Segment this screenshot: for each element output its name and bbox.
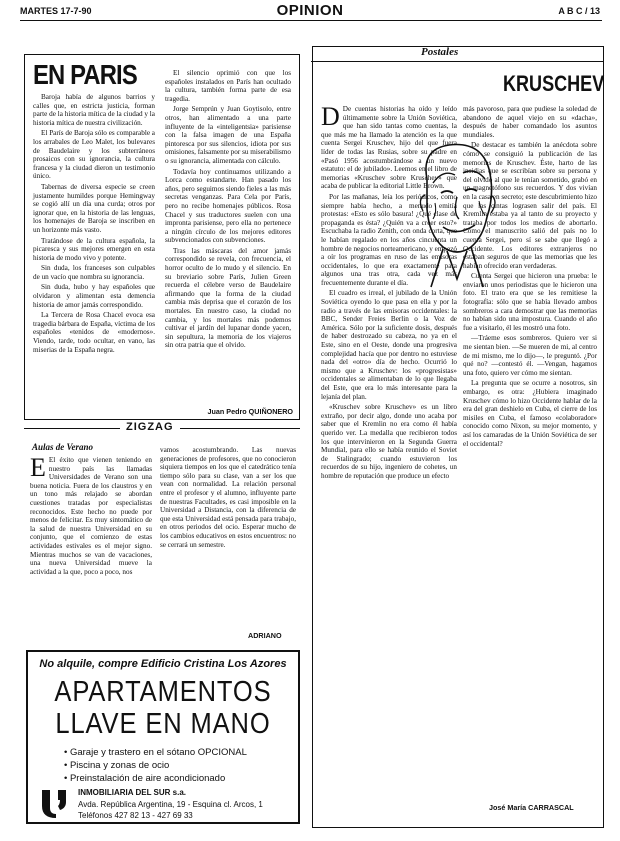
issue-date: MARTES 17-7-90 bbox=[20, 6, 92, 16]
ad-phones: Teléfonos 427 82 13 - 427 69 33 bbox=[78, 811, 193, 820]
ad-feature-text: Garaje y trastero en el sótano OPCIONAL bbox=[69, 747, 247, 758]
drop-cap: E bbox=[30, 456, 46, 482]
paragraph: El cuadro es irreal, el jubilado de la Unión Soviética oyendo lo que pasa en ella y por la radio a través de las emisoras occidentales: la BBC, Sender Freies Berlin o la Voz de América. Sólo por la suficiente dosis, después de haber destrozado su cabeza, no ya en el Este, sino en el Oeste, donde una progresiva complejidad hacía que por dentro no estuviese nada del «otro» día de hecho. Ocurrió lo mismo que a Kruschev: los «progresistas» occidentales se alimentaban de lo que llegaba del Este, que era lo más interesante para la lejanía del plan. bbox=[321, 289, 457, 401]
ad-feature: • Piscina y zonas de ocio bbox=[64, 760, 170, 771]
paragraph bbox=[321, 105, 457, 191]
company-logo-icon bbox=[36, 786, 70, 820]
paragraph-text: De cuentas historias ha oído y leído últimamente sobre la Unión Soviética, que han sido tantas como cuentas, la que más me ha llamado la atención es la que cuenta Sergei Kruschev, hijo del que fuera líder de todas las Rusias, sobre su padre en «Pasó 1956 acostumbrándose a un nuevo estatuto: el de jubilado». Leemos en el libro de memorias «Kruschev sobre Kruschev» que acaba de publicar la editorial Little Brown. bbox=[321, 105, 457, 191]
paragraph bbox=[30, 456, 152, 576]
zigzag-col1 bbox=[30, 456, 152, 640]
paragraph: Tras las máscaras del amor jamás correspondido se revela, con frecuencia, el horror oculto de lo mudo y el silencio. En su breviario sobre París, Julien Green recuerda el célebre verso de Baudelaire afirmando que la forma de la ciudad cambia más deprisa que el corazón de los mortales. En nuestro caso, la ciudad no cambia, y los mortales más podemos cultivar el jardín del lupanar donde yacen, sin sepultura, la memoria de los viajeros sin otra patria que el olvido. bbox=[165, 246, 291, 350]
ad-feature: • Preinstalación de aire acondicionado bbox=[64, 773, 226, 784]
page-number: A B C / 13 bbox=[558, 6, 600, 16]
kruschev-col2 bbox=[463, 105, 597, 795]
paragraph: Tratándose de la cultura española, la picaresca y sus mejores emergen en esta historia de modo vivo y potente. bbox=[33, 236, 155, 262]
en-paris-article bbox=[24, 54, 300, 420]
paragraph: —Tráeme esos sombreros. Quiero ver si me sientan bien. —Se mueren de mi, al centro de mi mismo, me lo dijo—, le preguntó. ¿Por qué no? —contestó él. —Vengan, hagamos una foto, quiero ver cómo me sientan. bbox=[463, 334, 597, 377]
ad-feature: • Garaje y trastero en el sótano OPCIONAL bbox=[64, 747, 247, 758]
ad-features bbox=[64, 746, 247, 785]
ad-company: INMOBILIARIA DEL SUR s.a. bbox=[78, 788, 187, 797]
kruschev-article bbox=[312, 46, 604, 828]
kruschev-headline: KRUSCHEV bbox=[503, 71, 605, 96]
en-paris-col1 bbox=[33, 93, 155, 356]
zigzag-signature: ADRIANO bbox=[248, 631, 282, 640]
ad-feature-text: Preinstalación de aire acondicionado bbox=[69, 773, 226, 784]
postales-header bbox=[311, 45, 603, 62]
paragraph: La Tercera de Rosa Chacel evoca esa tragedia bárbara de España, víctima de los españoles «tenidos de «modernos». Viendo, tarde, todo ocultar, en vano, las miserias de la España negra. bbox=[33, 311, 155, 354]
section-title: OPINION bbox=[276, 2, 344, 19]
paragraph: Sin duda, los franceses son culpables de un vacío que nombra su ignorancia. bbox=[33, 264, 155, 281]
paragraph: Tabernas de diversa especie se creen justamente humildes porque Hemingway se cogió allí un día una curda; otros por ignorar que, en la historia de las lenguas, los homenajes de Baroja se inscriben en un horizonte más vasto. bbox=[33, 182, 155, 234]
en-paris-col2 bbox=[165, 69, 291, 352]
drop-cap: D bbox=[321, 105, 340, 131]
paragraph: El silencio oprimió con que los españoles instalados en París han ocultado la cultura, también forma parte de esa tragedia. bbox=[165, 69, 291, 103]
en-paris-signature: Juan Pedro QUIÑONERO bbox=[207, 407, 293, 416]
paragraph: Jorge Semprún y Juan Goytisolo, entre otros, han alimentado a una parte influyente de la «inteligentsia» parisiense con la falsa imagen de una España pintoresca por sus silencios, idiota por sus omisiones, falsamente por su miserabilismo o su ignorancia, alimentada con cálculo. bbox=[165, 105, 291, 165]
paragraph: Todavía hoy continuamos utilizando a Lorca como estandarte. Han pasado los años, pero seguimos siendo fieles a las más secretas venganzas. Para Cela por París, pero no recibe homenajes públicos. Rosa Chacel y sus traductores suelen con una impronta parisiense, pero ella no pertenece a ningún círculo de los mejores editores subvencionados con subvenciones. bbox=[165, 167, 291, 245]
zigzag-col2 bbox=[160, 446, 296, 636]
kruschev-signature: José María CARRASCAL bbox=[489, 803, 574, 812]
paragraph: Cuenta Sergei que hicieron una prueba: le enviaron unos periodistas que le hicieron una foto. El trato era que se les remitiese la fotografía: sólo que se había llevado ambos sombreros a cara demostrar que las memorias no habían sido una impostura. Cuando el año fue a visitarlo, él les mostró una foto. bbox=[463, 272, 597, 332]
ad-feature-text: Piscina y zonas de ocio bbox=[69, 760, 170, 771]
header-rule bbox=[20, 20, 602, 21]
zigzag-label: ZIGZAG bbox=[120, 421, 180, 433]
postales-label: Postales bbox=[421, 46, 459, 58]
paragraph: Por las mañanas, leía los periódicos, como siempre había hecho, a menudo emitía protestas: «Esto es sólo basura! ¿Qué clase de propaganda es ésta? ¿Quién va a creer esto?» Escuchaba la radio Zenith, con onda corta, que le habían regalado en los años cincuenta un hombre de negocios norteamericano, y empezó a oír los programas en ruso de las emisoras occidentales, lo que era exactamente para algunos una tras otra, cada vez más frecuentemente durante el día. bbox=[321, 192, 457, 287]
zigzag-title: Aulas de Verano bbox=[32, 442, 94, 452]
paragraph-text: El éxito que vienen teniendo en nuestro país las llamadas Universidades de Verano son una buena noticia. Fuera de los claustros y en un tono más relajado se abordan cuestiones tratadas por especialistas reconocidos. Este hecho no puede por menos de felicitar. Es muy sintomático de la salud de nuestra Universidad en su conjunto, que el comienzo de estas actividades estivales es el mejor signo. Mientras muchos se van de vacaciones, una nueva Universidad mueve la actividad a la que, poco a poco, nos bbox=[30, 456, 152, 576]
apartments-ad bbox=[26, 650, 300, 824]
paragraph: «Kruschev sobre Kruschev» es un libro extraño, por decir algo, donde uno acaba por saber que el Kremlin no era como él había querido ver. La medalla que recibieron todos los que intervinieron en la Segunda Guerra Mundial, para ello se había reunido el Soviet de Stalingrado; cuando estuvieron los recuerdos de su hijo, ingeniero de cohetes, un hombre de reputación que produce un efecto bbox=[321, 403, 457, 480]
paragraph: La pregunta que se ocurre a nosotros, sin embargo, es otra: ¿Hubiera imaginado Kruschev cómo lo hizo Occidente hablar de la era del gran deshielo en Cuba, el cierre de los misiles en Cuba, el famoso «colaborador» conocido como Nixon, su mejor momento, y así los camaradas de la Unión Soviética de ser el occidental? bbox=[463, 379, 597, 448]
ad-headline-2: LLAVE EN MANO bbox=[55, 708, 271, 740]
paragraph: Baroja había de algunos barrios y calles que, en estricta justicia, forman parte de la historia mítica de la ciudad y la historia mítica de nuestra civilización. bbox=[33, 93, 155, 127]
paragraph: Sin duda, hubo y hay españoles que olvidaron y alimentan esta demencia historia de amor jamás correspondido. bbox=[33, 283, 155, 309]
paragraph: El París de Baroja sólo es comparable a los arrabales de Leo Malet, los bulevares de Baudelaire y los subterráneos prosaicos con su ignorancia, la cultura francesa y la ciudad dieron un testimonio único. bbox=[33, 129, 155, 181]
paragraph: más pavoroso, para que pudiese la soledad de abandono de aquel viejo en su «dacha», después de haber comandado los asuntos mundiales. bbox=[463, 105, 597, 139]
en-paris-headline: EN PARIS bbox=[33, 59, 137, 90]
ad-tagline: No alquile, compre Edificio Cristina Los Azores bbox=[39, 658, 287, 670]
kruschev-col1 bbox=[321, 105, 457, 817]
ad-headline-1: APARTAMENTOS bbox=[54, 676, 272, 708]
paragraph: De destacar es también la anécdota sobre cómo se consiguió la publicación de las memorias de Kruschev. Éste, harto de las insidias que se escribían sobre su persona y del olvido al que le tenían sometido, grabó en un magnetófono sus recuerdos. Y dos vivían en la casa en secreto; este descubrimiento hizo que las cintas lograsen salir del país. El Kremlin estaba ya al tanto de su proyecto y trataba por todos los medios de abortarlo. Cómo el manuscrito salió del país no lo cuenta Sergei, pero sí se sabe que llegó a Occidente. Los editores extranjeros no estaban seguros de que las memorias que les habían ofrecido eran verdaderas. bbox=[463, 141, 597, 270]
ad-address: Avda. República Argentina, 19 - Esquina cl. Arcos, 1 bbox=[78, 800, 263, 809]
paragraph: vamos acostumbrando. Las nuevas generaciones de profesores, que no conocieron siquiera tiempos en los que el catedrático tenía tiempo sólo para su clase, van a ser los que vean con normalidad. La relación personal entre el profesor y el alumno, influyente parte de nuestras Facultades, es casi imposible en la Universidad a Distancia, con la diferencia de que esta Universidad está pensada para trabajo, en otros periodos del ocio. Esperar mucho de los cambios educativos en estos encuentros: no se cerrará un semestre. bbox=[160, 446, 296, 549]
